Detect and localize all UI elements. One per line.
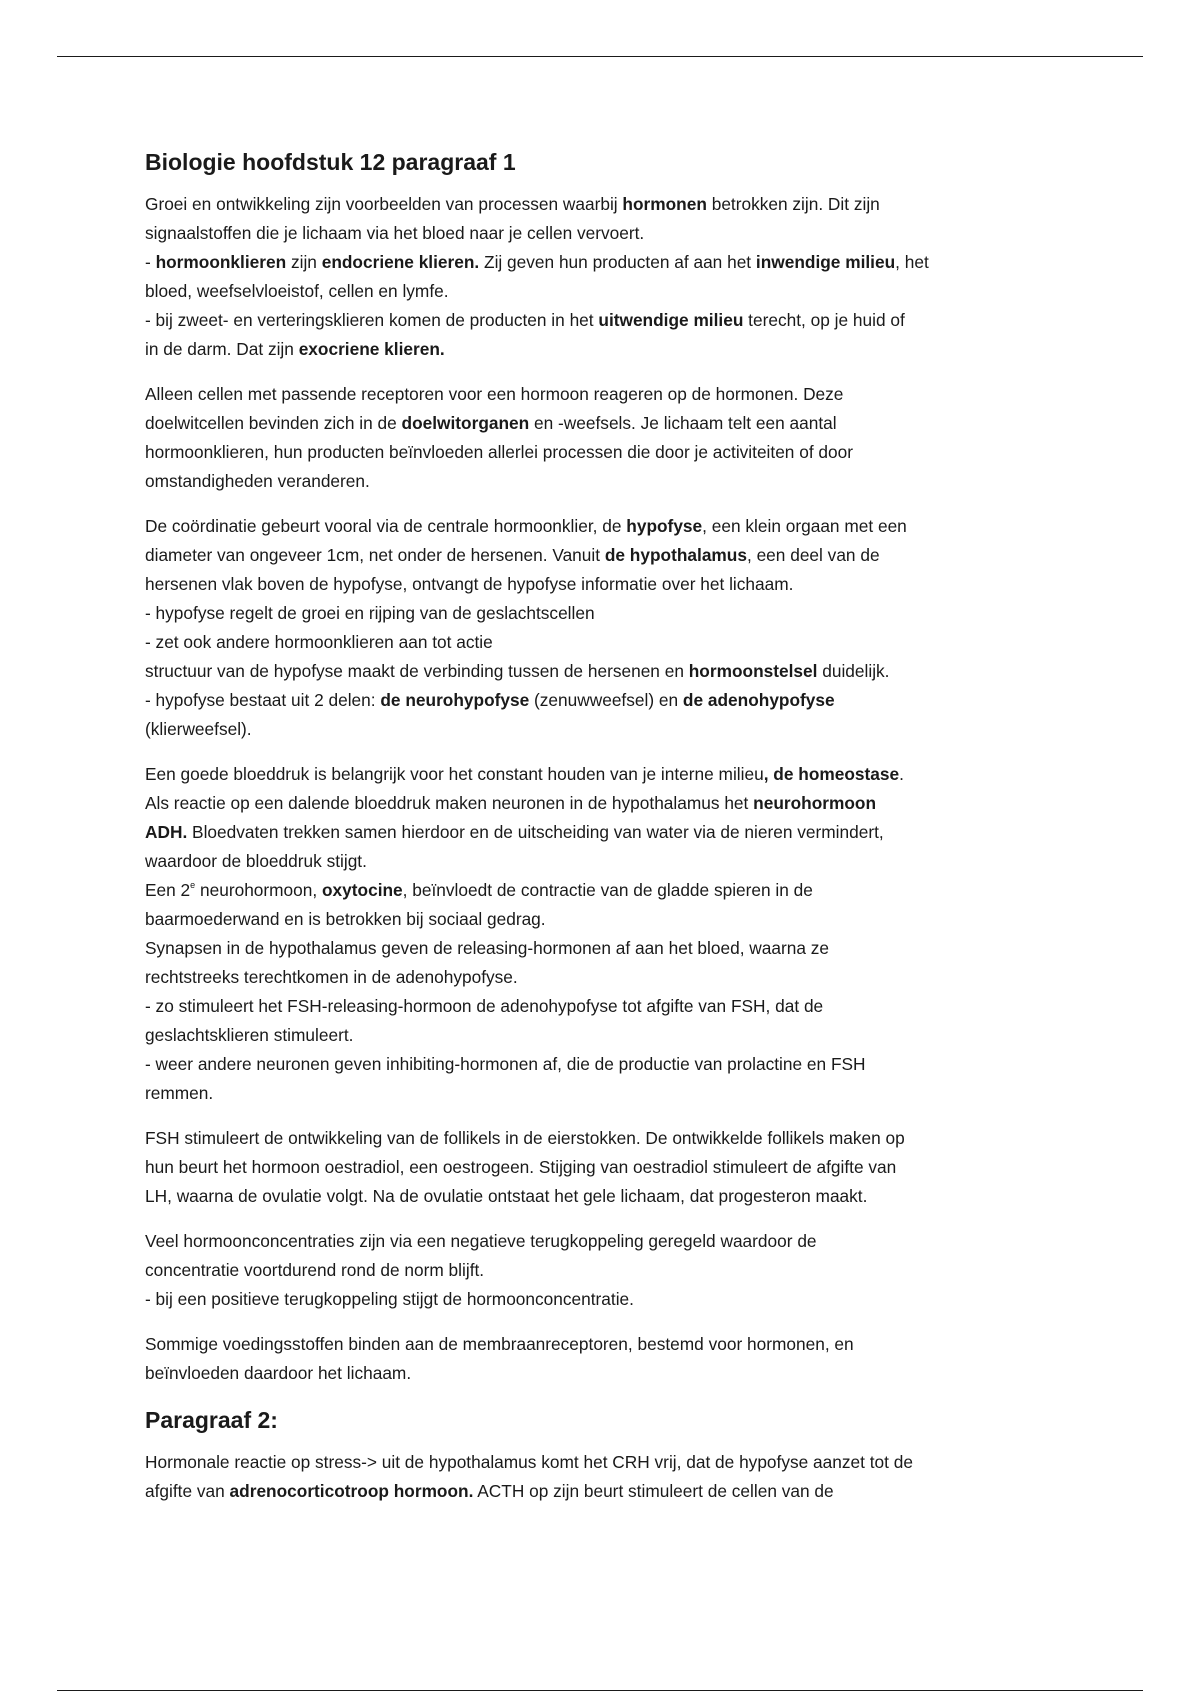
paragraph: [145, 190, 1055, 364]
text-run: hormoonklieren, hun producten beïnvloeden allerlei processen die door je activiteiten of door: [145, 442, 854, 462]
text-run: terecht, op je huid of: [743, 310, 905, 330]
text-run: zijn: [286, 252, 322, 272]
text-run: concentratie voortdurend rond de norm blijft.: [145, 1260, 485, 1280]
bold-term: doelwitorganen: [401, 413, 530, 433]
text-run: , beïnvloedt de contractie van de gladde spieren in de: [402, 880, 813, 900]
text-line: [145, 380, 1055, 409]
bold-term: ADH.: [145, 822, 188, 842]
text-run: - hypofyse bestaat uit 2 delen:: [145, 690, 381, 710]
text-line: [145, 628, 1055, 657]
text-line: [145, 905, 1055, 934]
text-run: remmen.: [145, 1083, 214, 1103]
text-run: hersenen vlak boven de hypofyse, ontvangt de hypofyse informatie over het lichaam.: [145, 574, 794, 594]
text-run: , een deel van de: [746, 545, 880, 565]
text-line: [145, 876, 1055, 905]
text-run: .: [899, 764, 904, 784]
bold-term: exocriene klieren.: [298, 339, 445, 359]
text-run: Als reactie op een dalende bloeddruk maken neuronen in de hypothalamus het: [145, 793, 754, 813]
text-run: duidelijk.: [817, 661, 890, 681]
text-run: Een 2: [145, 880, 191, 900]
text-line: [145, 1285, 1055, 1314]
text-line: [145, 335, 1055, 364]
document-page: [145, 146, 1055, 1522]
text-run: Alleen cellen met passende receptoren voor een hormoon reageren op de hormonen. Deze: [145, 384, 844, 404]
text-run: -: [145, 252, 156, 272]
text-line: [145, 1227, 1055, 1256]
bold-term: hormoonklieren: [155, 252, 287, 272]
bold-term: endocriene klieren.: [321, 252, 480, 272]
text-line: [145, 934, 1055, 963]
section-1-body: [145, 190, 1055, 1388]
text-run: rechtstreeks terechtkomen in de adenohypofyse.: [145, 967, 518, 987]
text-run: - zo stimuleert het FSH-releasing-hormoon de adenohypofyse tot afgifte van FSH, dat de: [145, 996, 824, 1016]
text-run: Zij geven hun producten af aan het: [479, 252, 756, 272]
text-run: - weer andere neuronen geven inhibiting-hormonen af, die de productie van prolactine en FSH: [145, 1054, 866, 1074]
text-line: [145, 409, 1055, 438]
paragraph: [145, 760, 1055, 1108]
text-run: signaalstoffen die je lichaam via het bloed naar je cellen vervoert.: [145, 223, 645, 243]
text-run: betrokken zijn. Dit zijn: [706, 194, 880, 214]
text-run: doelwitcellen bevinden zich in de: [145, 413, 402, 433]
text-line: [145, 847, 1055, 876]
paragraph: [145, 1330, 1055, 1388]
bold-term: neurohormoon: [753, 793, 877, 813]
top-rule: [57, 56, 1143, 57]
text-run: bloed, weefselvloeistof, cellen en lymfe.: [145, 281, 449, 301]
text-line: [145, 1330, 1055, 1359]
text-line: [145, 715, 1055, 744]
text-line: [145, 992, 1055, 1021]
text-line: [145, 467, 1055, 496]
bold-term: hormonen: [622, 194, 707, 214]
bold-term: de hypothalamus: [604, 545, 747, 565]
bold-term: de neurohypofyse: [380, 690, 530, 710]
document-title: Biologie hoofdstuk 12 paragraaf 1: [145, 149, 516, 175]
text-line: [145, 1256, 1055, 1285]
text-line: [145, 686, 1055, 715]
paragraph: [145, 380, 1055, 496]
bottom-rule: [57, 1690, 1143, 1691]
text-run: diameter van ongeveer 1cm, net onder de hersenen. Vanuit: [145, 545, 605, 565]
text-line: [145, 570, 1055, 599]
text-line: [145, 1021, 1055, 1050]
text-line: [145, 248, 1055, 277]
text-run: waardoor de bloeddruk stijgt.: [145, 851, 367, 871]
text-run: Sommige voedingsstoffen binden aan de membraanreceptoren, bestemd voor hormonen, en: [145, 1334, 854, 1354]
text-run: - bij een positieve terugkoppeling stijgt de hormoonconcentratie.: [145, 1289, 634, 1309]
text-line: [145, 219, 1055, 248]
text-run: baarmoederwand en is betrokken bij sociaal gedrag.: [145, 909, 546, 929]
text-run: Bloedvaten trekken samen hierdoor en de uitscheiding van water via de nieren vermindert,: [187, 822, 884, 842]
text-line: [145, 438, 1055, 467]
bold-term: uitwendige milieu: [598, 310, 744, 330]
text-run: hun beurt het hormoon oestradiol, een oestrogeen. Stijging van oestradiol stimuleert de afgifte van: [145, 1157, 897, 1177]
text-run: De coördinatie gebeurt vooral via de centrale hormoonklier, de: [145, 516, 627, 536]
text-line: [145, 1124, 1055, 1153]
text-line: [145, 541, 1055, 570]
text-line: [145, 657, 1055, 686]
text-run: Een goede bloeddruk is belangrijk voor het constant houden van je interne milieu: [145, 764, 764, 784]
text-run: neurohormoon,: [195, 880, 322, 900]
text-run: (klierweefsel).: [145, 719, 252, 739]
bold-term: , de homeostase: [763, 764, 900, 784]
text-run: (zenuwweefsel) en: [529, 690, 683, 710]
text-line: [145, 277, 1055, 306]
text-run: omstandigheden veranderen.: [145, 471, 370, 491]
text-run: structuur van de hypofyse maakt de verbinding tussen de hersenen en: [145, 661, 689, 681]
bold-term: inwendige milieu: [755, 252, 896, 272]
paragraph: [145, 1124, 1055, 1211]
text-run: en -weefsels. Je lichaam telt een aantal: [529, 413, 837, 433]
text-line: [145, 1359, 1055, 1388]
text-run: beïnvloeden daardoor het lichaam.: [145, 1363, 412, 1383]
text-line: [145, 818, 1055, 847]
bold-term: oxytocine: [322, 880, 403, 900]
text-line: [145, 1477, 1055, 1506]
text-run: LH, waarna de ovulatie volgt. Na de ovulatie ontstaat het gele lichaam, dat progesteron maakt.: [145, 1186, 868, 1206]
text-run: Synapsen in de hypothalamus geven de releasing-hormonen af aan het bloed, waarna ze: [145, 938, 830, 958]
text-run: Veel hormoonconcentraties zijn via een negatieve terugkoppeling geregeld waardoor de: [145, 1231, 817, 1251]
text-run: ACTH op zijn beurt stimuleert de cellen van de: [473, 1481, 834, 1501]
text-line: [145, 963, 1055, 992]
text-run: - zet ook andere hormoonklieren aan tot actie: [145, 632, 493, 652]
bold-term: de adenohypofyse: [682, 690, 835, 710]
text-run: in de darm. Dat zijn: [145, 339, 299, 359]
section-2-body: [145, 1448, 1055, 1506]
section-2-heading: Paragraaf 2:: [145, 1407, 278, 1433]
text-line: [145, 190, 1055, 219]
text-line: [145, 1079, 1055, 1108]
text-run: geslachtsklieren stimuleert.: [145, 1025, 354, 1045]
text-run: Hormonale reactie op stress-> uit de hypothalamus komt het CRH vrij, dat de hypofyse aanzet tot de: [145, 1452, 913, 1472]
paragraph: [145, 512, 1055, 744]
text-run: Groei en ontwikkeling zijn voorbeelden van processen waarbij: [145, 194, 623, 214]
text-run: FSH stimuleert de ontwikkeling van de follikels in de eierstokken. De ontwikkelde follikels maken op: [145, 1128, 905, 1148]
paragraph: [145, 1227, 1055, 1314]
superscript-text: e: [190, 880, 196, 890]
text-line: [145, 760, 1055, 789]
bold-term: hypofyse: [626, 516, 703, 536]
bold-term: adrenocorticotroop hormoon.: [229, 1481, 474, 1501]
paragraph: [145, 1448, 1055, 1506]
text-line: [145, 306, 1055, 335]
text-line: [145, 1448, 1055, 1477]
text-run: afgifte van: [145, 1481, 230, 1501]
text-run: - hypofyse regelt de groei en rijping van de geslachtscellen: [145, 603, 595, 623]
text-run: , het: [895, 252, 929, 272]
text-line: [145, 1153, 1055, 1182]
text-line: [145, 599, 1055, 628]
text-line: [145, 1182, 1055, 1211]
bold-term: hormoonstelsel: [688, 661, 818, 681]
text-line: [145, 512, 1055, 541]
text-line: [145, 789, 1055, 818]
text-run: , een klein orgaan met een: [702, 516, 907, 536]
text-line: [145, 1050, 1055, 1079]
text-run: - bij zweet- en verteringsklieren komen de producten in het: [145, 310, 599, 330]
